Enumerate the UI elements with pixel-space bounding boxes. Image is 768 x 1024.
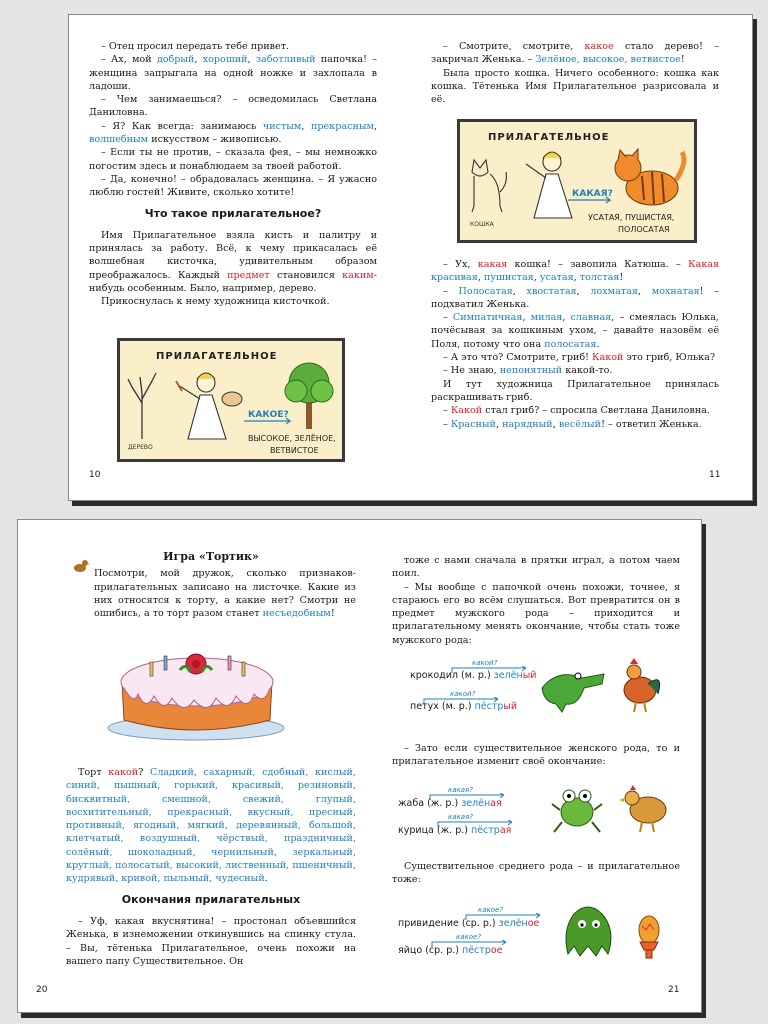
example-line: курица (ж. р.) пёстрая: [398, 825, 512, 836]
paragraph: тоже с нами сначала в прятки играл, а потом чаем поил.: [392, 555, 680, 580]
palette-icon: [222, 392, 242, 406]
tree-drawing: [120, 341, 342, 459]
paragraph: Прикоснулась к нему художница кисточкой.: [101, 296, 330, 308]
example-line: петух (м. р.) пёстрый: [410, 701, 518, 712]
paragraph: – Ух, какая кошка! – завопила Катюша. – Какая красивая, пушистая, усатая, толстая!: [431, 259, 719, 284]
answer-line-1: ВЫСОКОЕ, ЗЕЛЁНОЕ,: [248, 434, 336, 443]
dialogue-block: [392, 860, 680, 887]
paragraph: – Мы вообще с папочкой очень похожи, точнее, я стараюсь его во всём слушаться. Вот превратится он в предмет мужского рода – приходится и прилагательному менять окончание, чтобы стать тоже мужского рода:: [392, 581, 680, 646]
page-number-21: 21: [668, 985, 680, 995]
paragraph: – Уф, какая вкуснятина! – простонал объевшийся Женька, в изнеможении откинувшись на спинку стула. – Вы, тётенька Прилагательное, очень похожи на вашего папу Существительное. Он: [66, 915, 356, 967]
rooster-icon: [614, 654, 666, 716]
plain-cat-icon: [472, 160, 506, 212]
crocodile-icon: [538, 658, 608, 716]
game-intro: Посмотри, мой дружок, сколько признаков-прилагательных записано на листочке. Какие из них относятся к торту, а какие нет? Смотри не ошибись, а то торт разом станет несъедобным!: [94, 568, 356, 620]
page-10-text: [89, 40, 377, 309]
example-line: крокодил (м. р.) зелёный: [410, 670, 537, 681]
paragraph: – Смотрите, смотрите, какое стало дерево! – закричал Женька. – Зелёное, высокое, ветвистое!: [431, 41, 719, 66]
question-label: какой?: [450, 690, 476, 698]
frog-icon: [550, 782, 604, 834]
paragraph: – Ах, мой добрый, хороший, заботливый папочка! – женщина запрыгала на одной ножке и захлопала в ладоши.: [89, 54, 377, 92]
bird-icon: [70, 556, 90, 576]
example-line: яйцо (ср. р.) пёстрое: [398, 945, 503, 956]
paragraph: – А это что? Смотрите, гриб! Какой это гриб, Юлька?: [443, 352, 715, 364]
narrative-block: [66, 915, 356, 968]
page-11-text-top: [431, 40, 719, 106]
page-21-text-top: [392, 554, 680, 647]
paragraph: Была просто кошка. Ничего особенного: кошка как кошка. Тётенька Имя Прилагательное разрисовала и её.: [431, 67, 719, 106]
narrative-block: [89, 229, 377, 309]
dialogue-block: [392, 742, 680, 769]
paragraph: – Какой стал гриб? – спросила Светлана Даниловна.: [443, 405, 710, 417]
paragraph: – Полосатая, хвостатая, лохматая, мохнатая! – подхватил Женька.: [431, 285, 719, 310]
hen-icon: [618, 782, 672, 834]
painter-icon: [526, 152, 572, 218]
paragraph: – Если ты не против, – сказала фея, – мы немножко погостим здесь и понаблюдаем за твоей работой.: [89, 147, 377, 172]
page-20-game: [66, 550, 356, 620]
egg-icon: [634, 912, 664, 962]
answer-line-1: УСАТАЯ, ПУШИСТАЯ,: [588, 213, 675, 222]
paragraph: – Чем занимаешься? – осведомилась Светлана Даниловна.: [89, 94, 377, 119]
section-heading: Окончания прилагательных: [121, 892, 301, 906]
paragraph: – Симпатичная, милая, славная, – смеялась Юлька, почёсывая за кошкиным ухом, – давайте назовём её Поля, потому что она полосатая.: [431, 312, 719, 350]
label-derevo: ДЕРЕВО: [128, 444, 153, 451]
paragraph: И тут художница Прилагательное принялась раскрашивать гриб.: [431, 378, 719, 403]
paragraph: – Да, конечно! – обрадовалась женщина. – Я ужасно люблю гостей! Живите, сколько хотите!: [89, 173, 377, 199]
example-line: жаба (ж. р.) зелёная: [398, 798, 502, 809]
book-spread-pages-10-11: [68, 14, 753, 501]
page-number-11: 11: [709, 470, 721, 480]
cake-adjectives: Торт какой? Сладкий, сахарный, сдобный, кислый, синий, пышный, горький, красивый, резиновый, бисквитный, смешной, свежий, глупый, восхитительный, прекрасный, вкусный, пресный, противный, ягодный, мягкий, деревянный, большой, клетчатый, воздушный, чёрствый, праздничный, солёный, шоколадный, чернильный, зеркальный, круглый, полосатый, высокий, лиственный, пшеничный, кудрявый, кривой, пыльный, чудесный.: [66, 767, 356, 885]
label-koshka: КОШКА: [470, 221, 494, 228]
paragraph: – Не знаю, непонятный какой-то.: [443, 365, 613, 377]
question-kakaya: КАКАЯ?: [572, 189, 613, 199]
bare-tree-icon: [128, 373, 156, 439]
section-heading: Что такое прилагательное?: [144, 206, 322, 220]
paragraph: – Красный, нарядный, весёлый! – ответил Женька.: [443, 418, 702, 430]
illus-title: ПРИЛАГАТЕЛЬНОЕ: [488, 132, 610, 143]
illustration-cat: [457, 119, 697, 243]
striped-cat-icon: [615, 149, 684, 205]
page-20-text: [66, 766, 356, 968]
dialogue-block: [89, 40, 377, 200]
book-spread-pages-20-21: [17, 519, 702, 1013]
question-kakoe: КАКОЕ?: [248, 410, 289, 420]
paragraph: Существительное среднего рода – и прилагательное тоже:: [392, 861, 680, 886]
illus-title: ПРИЛАГАТЕЛЬНОЕ: [156, 351, 278, 362]
example-line: привидение (ср. р.) зелёное: [398, 918, 540, 929]
green-tree-icon: [285, 363, 333, 429]
paragraph: – Я? Как всегда: занимаюсь чистым, прекрасным, волшебным искусством – живописью.: [89, 120, 377, 146]
page-number-20: 20: [36, 985, 48, 995]
question-label: какое?: [456, 933, 482, 941]
question-label: какая?: [448, 786, 473, 794]
question-label: какое?: [478, 906, 504, 914]
answer-line-2: ПОЛОСАТАЯ: [618, 225, 670, 234]
paragraph: – Зато если существительное женского рода, то и прилагательное изменит своё окончание:: [392, 743, 680, 768]
game-title: Игра «Тортик»: [163, 550, 259, 563]
painter-icon: [176, 373, 226, 439]
page-21-text-mid: [392, 742, 680, 769]
paragraph: – Отец просил передать тебе привет.: [101, 41, 290, 52]
question-label: какой?: [472, 659, 498, 667]
answer-line-2: ВЕТВИСТОЕ: [270, 446, 319, 455]
cake-illustration: [104, 632, 288, 744]
illustration-tree: [117, 338, 345, 462]
dialogue-block: [392, 554, 680, 647]
page-11-text-bottom: [431, 258, 719, 431]
page-21-text-mid2: [392, 860, 680, 887]
page-number-10: 10: [89, 470, 101, 480]
dialogue-block: [431, 258, 719, 431]
paragraph: Имя Прилагательное взяла кисть и палитру и принялась за работу. Всё, к чему прикасалась её волшебная кисточка, удивительным образом преображалось. Каждый предмет становился каким-нибудь особенным. Было, например, дерево.: [89, 229, 377, 295]
ghost-icon: [558, 900, 618, 962]
question-label: какая?: [448, 813, 473, 821]
cat-drawing: [460, 122, 694, 240]
dialogue-block: [431, 40, 719, 106]
